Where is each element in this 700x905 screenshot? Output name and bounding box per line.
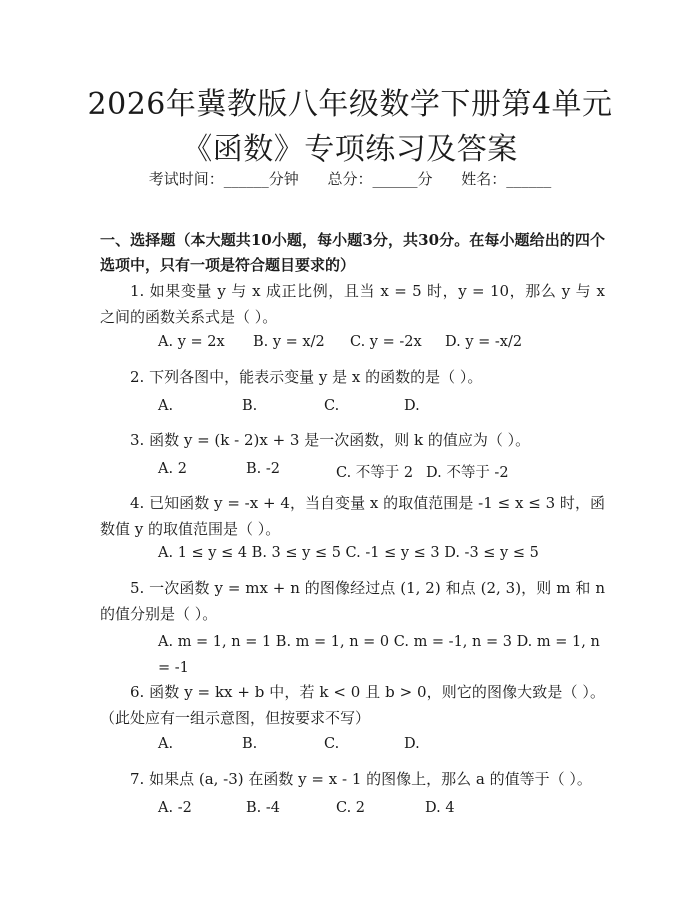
option-b: B. [242, 398, 258, 414]
option-a: A. 2 [158, 461, 187, 477]
option-c: C. 不等于 2 [336, 465, 414, 481]
question-5-stem: 5. 一次函数 y = mx + n 的图像经过点 (1, 2) 和点 (2, 3)，则 m 和 n 的值分别是（ ）。 [100, 579, 605, 623]
question-1-stem: 1. 如果变量 y 与 x 成正比例，且当 x = 5 时，y = 10，那么 y 与 x 之间的函数关系式是（ ）。 [100, 282, 605, 326]
option-b: B. -2 [246, 461, 280, 477]
option-d: D. [404, 736, 420, 752]
option-c: C. [324, 736, 340, 752]
option-c: C. 2 [336, 800, 366, 816]
section-heading: 一、选择题（本大题共10小题，每小题3分，共30分。在每小题给出的四个选项中，只有一项是符合题目要求的） [100, 231, 605, 274]
option-d: D. y = -x/2 [445, 334, 523, 350]
exam-info-line [0, 168, 700, 189]
option-d: D. [404, 398, 420, 414]
option-a: A. y = 2x [158, 334, 225, 350]
option-b: B. y = x/2 [253, 334, 325, 350]
question-2-stem: 2. 下列各图中，能表示变量 y 是 x 的函数的是（ ）。 [130, 368, 483, 386]
option-c: C. [324, 398, 340, 414]
option-a: A. -2 [158, 800, 192, 816]
option-c: C. y = -2x [350, 334, 422, 350]
total-score-field: 总分：______分 [327, 170, 433, 188]
exam-time-field: 考试时间：______分钟 [148, 170, 299, 188]
option-a: A. [158, 736, 174, 752]
question-5-options: A. m = 1, n = 1 B. m = 1, n = 0 C. m = -1, n = 3 D. m = 1, n = -1 [158, 634, 600, 676]
option-d: D. 4 [425, 800, 455, 816]
option-b: B. [242, 736, 258, 752]
question-7-stem: 7. 如果点 (a, -3) 在函数 y = x - 1 的图像上，那么 a 的值等于（ ）。 [130, 770, 592, 788]
question-6-stem: 6. 函数 y = kx + b 中，若 k < 0 且 b > 0，则它的图像大致是（ ）。（此处应有一组示意图，但按要求不写） [100, 683, 605, 727]
name-field: 姓名：______ [461, 170, 552, 188]
option-a: A. [158, 398, 174, 414]
option-b: B. -4 [246, 800, 280, 816]
question-3-stem: 3. 函数 y = (k - 2)x + 3 是一次函数，则 k 的值应为（ ）。 [130, 431, 531, 449]
question-4-options: A. 1 ≤ y ≤ 4 B. 3 ≤ y ≤ 5 C. -1 ≤ y ≤ 3 D. -3 ≤ y ≤ 5 [158, 545, 539, 561]
question-4-stem: 4. 已知函数 y = -x + 4，当自变量 x 的取值范围是 -1 ≤ x ≤ 3 时，函数值 y 的取值范围是（ ）。 [100, 494, 605, 538]
document-title: 2026年冀教版八年级数学下册第4单元《函数》专项练习及答案 [87, 87, 613, 167]
option-d: D. 不等于 -2 [426, 465, 509, 481]
